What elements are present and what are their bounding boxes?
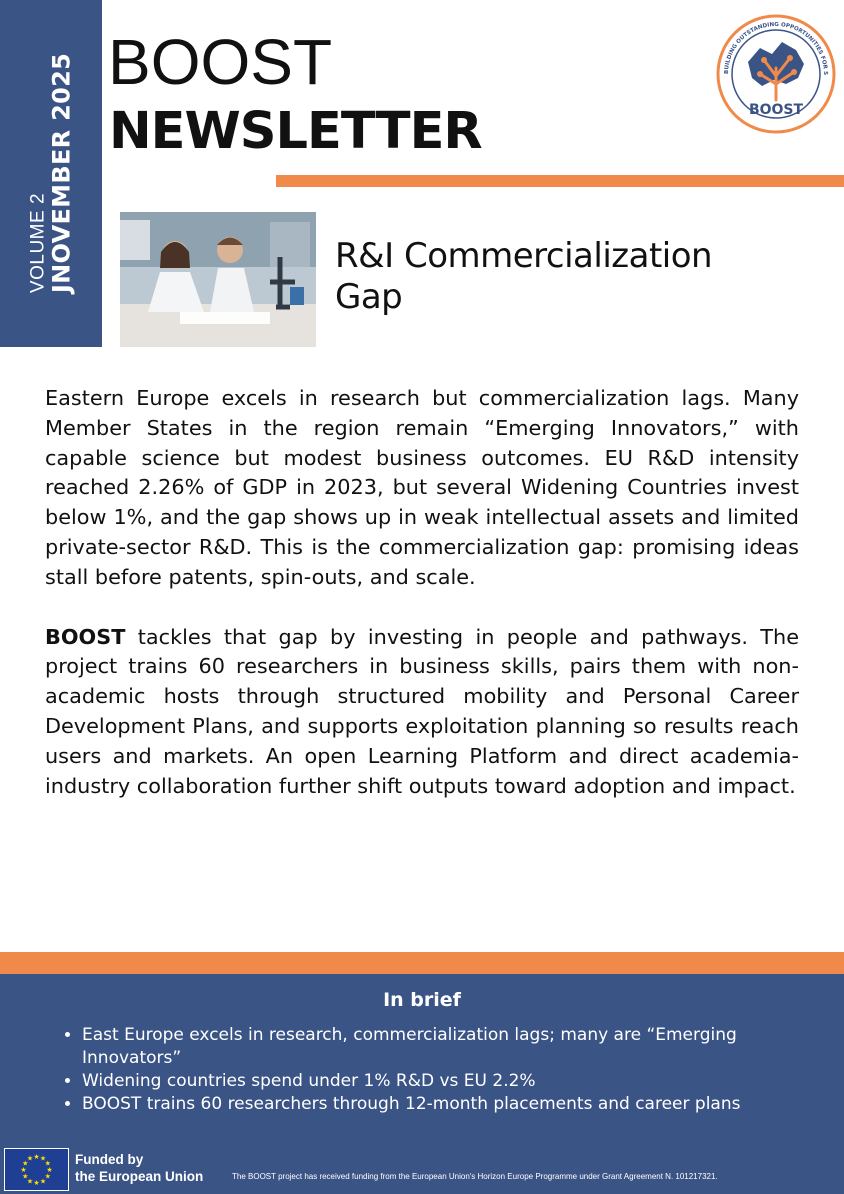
list-item: • East Europe excels in research, commercialization lags; many are “Emerging Innovators” <box>82 1024 762 1070</box>
brand-name: BOOST <box>45 624 126 649</box>
lab-photo <box>120 212 316 347</box>
eu-star: ★ <box>22 1172 29 1181</box>
headline-line1: R&I Commercialization <box>335 236 713 276</box>
issue-date: JNOVEMBER 2025 <box>47 52 76 294</box>
eu-star: ★ <box>39 1177 47 1186</box>
paragraph-2-text: tackles that gap by investing in people and pathways. The project trains 60 researchers in business skills, pairs them with non-academic hosts through structured mobility and Personal Career Development Plans, and supports exploitation planning so results reach users and markets. An open Learning Platform and direct academia-industry collaboration further shift outputs toward adoption and impact. <box>45 624 799 798</box>
brief-title: In brief <box>383 989 461 1011</box>
funded-line2: the European Union <box>75 1169 204 1184</box>
funding-disclaimer: The BOOST project has received funding from the European Union's Horizon Europe Programme under Grant Agreement N. 101217321. <box>232 1172 718 1181</box>
funded-line1: Funded by <box>75 1152 144 1167</box>
eu-star: ★ <box>46 1166 53 1174</box>
title-rule <box>276 175 844 187</box>
funded-by <box>75 1151 203 1185</box>
brief-rule <box>0 952 844 974</box>
volume-label: VOLUME 2 <box>27 192 49 294</box>
newsletter-title-line2: NEWSLETTER <box>109 102 482 161</box>
eu-star: ★ <box>26 1177 34 1186</box>
eu-star: ★ <box>22 1159 29 1168</box>
list-item: • Widening countries spend under 1% R&D vs EU 2.2% <box>82 1070 762 1093</box>
eu-star: ★ <box>26 1154 34 1163</box>
eu-star: ★ <box>20 1166 27 1174</box>
logo-wordmark: BOOST <box>748 102 804 118</box>
sidebar-band <box>0 0 102 347</box>
eu-star: ★ <box>44 1159 51 1168</box>
eu-star: ★ <box>44 1172 51 1181</box>
eu-star: ★ <box>39 1154 47 1163</box>
article-body <box>45 384 799 831</box>
brief-list <box>58 1024 762 1116</box>
newsletter-title-line1: BOOST <box>108 26 333 98</box>
boost-logo <box>714 12 838 136</box>
eu-star: ★ <box>33 1153 40 1161</box>
paragraph-1: Eastern Europe excels in research but commercialization lags. Many Member States in the region remain “Emerging Innovators,” with capable science but modest business outcomes. EU R&D intensity reached 2.26% of GDP in 2023, but several Widening Countries invest below 1%, and the gap shows up in weak intellectual assets and limited private-sector R&D. This is the commercialization gap: promising ideas stall before patents, spin-outs, and scale. <box>45 386 799 589</box>
list-item: • BOOST trains 60 researchers through 12-month placements and career plans <box>82 1093 762 1116</box>
paragraph-2 <box>45 623 799 802</box>
eu-flag-icon <box>4 1148 69 1191</box>
logo-ring-text: BUILDING OUTSTANDING OPPORTUNITIES FOR S <box>723 21 829 76</box>
eu-star: ★ <box>33 1179 40 1187</box>
issue-info <box>29 53 74 293</box>
article-headline <box>335 236 712 319</box>
headline-line2: Gap <box>335 277 403 318</box>
